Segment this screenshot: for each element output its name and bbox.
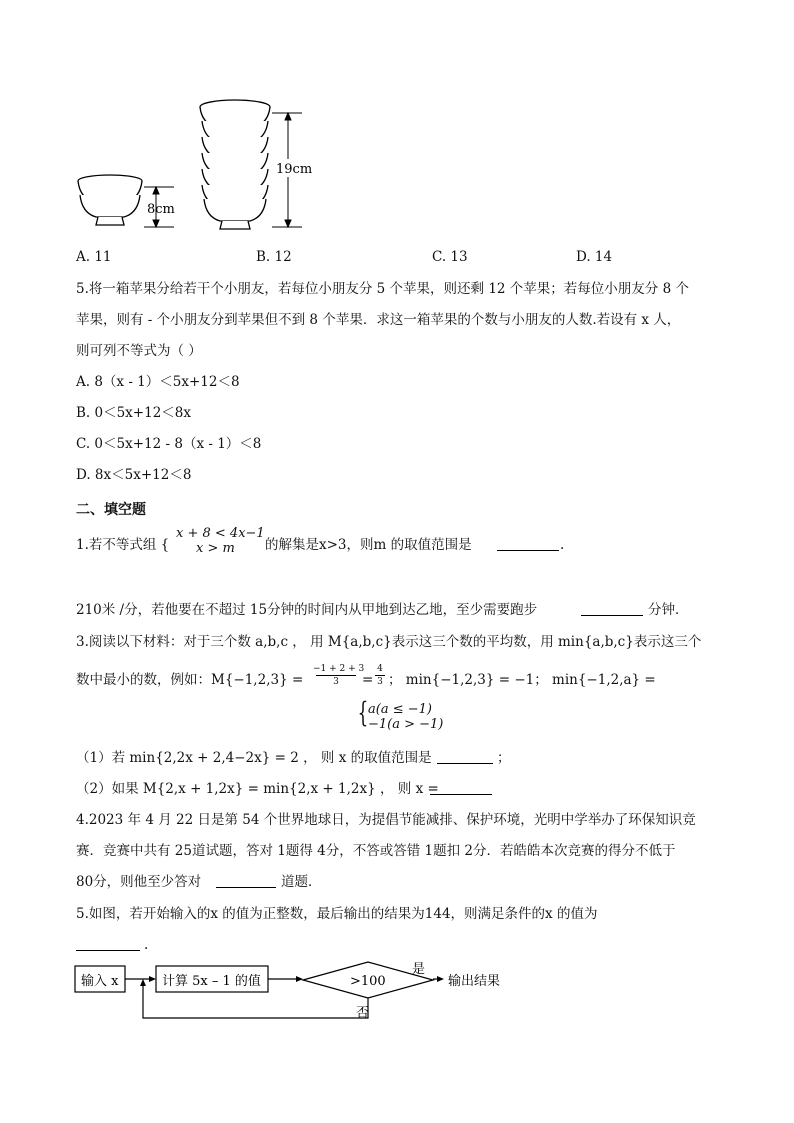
fill-q4-line3b: 道题． xyxy=(281,874,322,890)
frac1-num: −1 + 2 + 3 xyxy=(313,664,365,674)
fill-q3-sub1-blank[interactable] xyxy=(437,749,493,764)
fill-q2-line2a: 210米 /分，若他要在不超过 15分钟的时间内从甲地到达乙地，至少需要跑步 xyxy=(76,602,538,618)
option-c: C. 13 xyxy=(432,249,468,265)
small-height-label: 8cm xyxy=(147,202,175,217)
tall-bowl-stack xyxy=(200,100,270,229)
fill-q4-line2: 赛．竞赛中共有 25道试题，答对 1题得 4分，不答或答错 1题扣 2分．若皓皓本次竞赛的得分不低于 xyxy=(76,843,676,859)
fill-q1-prefix: 1.若不等式组 { xyxy=(76,537,170,553)
fill-q3-sub2-blank[interactable] xyxy=(430,780,492,795)
fill-q3-line2b: ； min{−1,2,3} = −1； min{−1,2,a} = xyxy=(388,672,656,688)
fill-q3-line2a: 数中最小的数，例如：M{−1,2,3} = xyxy=(76,672,304,688)
section-title: 二、填空题 xyxy=(76,502,146,518)
fill-q2-blank[interactable] xyxy=(581,601,643,616)
flow-yes-label: 是 xyxy=(412,962,426,977)
small-bowl-stack xyxy=(78,175,142,225)
fill-q5-line1: 5.如图，若开始输入的x 的值为正整数，最后输出的结果为144，则满足条件的x 的值为 xyxy=(76,906,598,922)
option-a: A. 11 xyxy=(76,249,112,265)
fill-q4-line1: 4.2023 年 4 月 22 日是第 54 个世界地球日，为提倡节能减排、保护环境，光明中学举办了环保知识竞 xyxy=(76,812,696,828)
q5-option-c: C. 0＜5x+12 - 8（x - 1）＜8 xyxy=(76,436,262,452)
bowls-figure xyxy=(70,95,330,240)
frac-eq: = xyxy=(362,672,374,688)
case-2: −1(a > −1) xyxy=(368,717,444,732)
fill-q3-sub1a: （1）若 min{2,2x + 2,4−2x} = 2 ， 则 x 的取值范围是 xyxy=(76,750,432,766)
frac1-bar xyxy=(316,675,356,676)
case-brace: { xyxy=(357,696,369,729)
q5-line3: 则可列不等式为（ ） xyxy=(76,343,202,359)
flowchart xyxy=(70,955,530,1025)
q5-option-b: B. 0＜5x+12＜8x xyxy=(76,405,191,421)
frac2-den: 3 xyxy=(377,677,383,687)
fill-q1-end: . xyxy=(560,537,565,553)
flow-output-label: 输出结果 xyxy=(448,974,501,989)
fill-q4-blank[interactable] xyxy=(216,873,276,888)
option-b: B. 12 xyxy=(256,249,292,265)
fill-q5-end: . xyxy=(144,937,149,953)
fill-q1-blank[interactable] xyxy=(497,536,559,551)
frac2-bar xyxy=(375,675,385,676)
fill-q3-sub2a: （2）如果 M{2,x + 1,2x} = min{2,x + 1,2x} ， 则 x = xyxy=(76,781,439,797)
case-1: a(a ≤ −1) xyxy=(368,702,432,717)
fill-q1-suffix: 的解集是x>3，则m 的取值范围是 xyxy=(265,537,472,553)
fill-q2-line2b: 分钟． xyxy=(648,602,689,618)
fill-q3-line1: 3.阅读以下材料：对于三个数 a,b,c ， 用 M{a,b,c}表示这三个数的平均数，用 min{a,b,c}表示这三个 xyxy=(76,634,702,650)
q5-option-a: A. 8（x - 1）＜5x+12＜8 xyxy=(76,374,240,390)
frac1-den: 3 xyxy=(333,677,339,687)
q5-line2: 苹果，则有 - 个小朋友分到苹果但不到 8 个苹果．求这一箱苹果的个数与小朋友的人数.若设有 x 人， xyxy=(76,312,681,328)
fill-q3-sub1b: ； xyxy=(497,750,511,766)
fill-q1-ineq2: x > m xyxy=(196,541,235,556)
fill-q1-ineq1: x + 8 < 4x−1 xyxy=(176,526,265,541)
frac2-num: 4 xyxy=(377,664,383,674)
fill-q5-blank[interactable] xyxy=(76,936,140,951)
q5-option-d: D. 8x＜5x+12＜8 xyxy=(76,467,192,483)
tall-height-label: 19cm xyxy=(276,162,313,177)
flow-compute-label: 计算 5x – 1 的值 xyxy=(162,974,261,989)
q5-line1: 5.将一箱苹果分给若干个小朋友，若每位小朋友分 5 个苹果，则还剩 12 个苹果；若每位小朋友分 8 个 xyxy=(76,281,689,297)
flow-no-label: 否 xyxy=(356,1006,370,1021)
fill-q4-line3a: 80分，则他至少答对 xyxy=(76,874,202,890)
flow-condition-label: >100 xyxy=(350,974,386,989)
flow-input-label: 输入 x xyxy=(81,974,119,989)
option-d: D. 14 xyxy=(576,249,613,265)
